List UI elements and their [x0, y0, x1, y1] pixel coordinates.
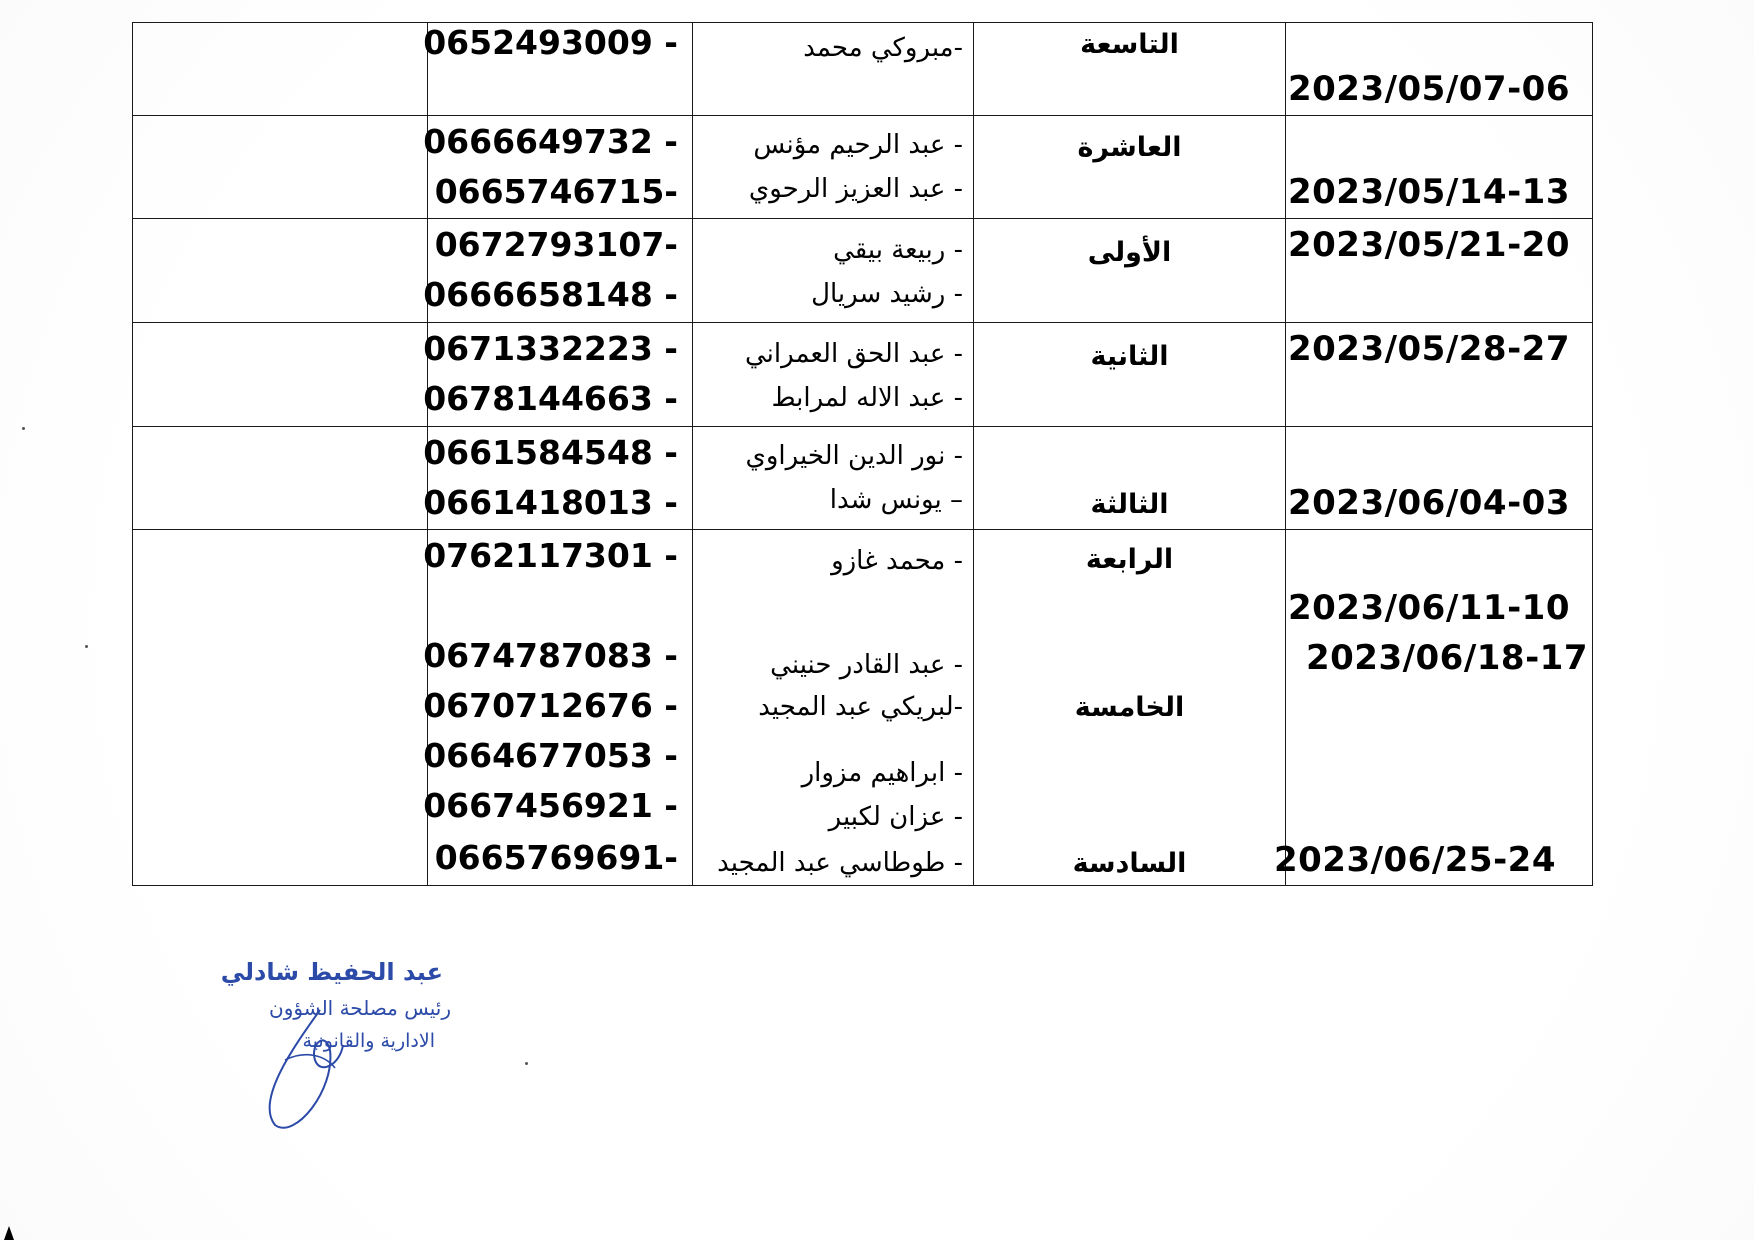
phone-number: 0672793107-: [434, 225, 678, 264]
week-label: الخامسة: [1074, 692, 1185, 723]
date-cell: [1286, 23, 1593, 116]
week-cell: [974, 530, 1286, 886]
phones-cell: [423, 23, 693, 116]
person-name: -مبروكي محمد: [803, 33, 963, 63]
person-name: - عبد الرحيم مؤنس: [753, 130, 963, 160]
date-cell: [1286, 116, 1593, 219]
week-cell: [974, 427, 1286, 530]
person-name: - ابراهيم مزوار: [801, 758, 963, 788]
date-cell: [1286, 427, 1593, 530]
person-name: - عبد القادر حنيني: [770, 650, 963, 680]
phone-number: 0678144663 -: [423, 379, 678, 418]
date-cell: [1286, 323, 1593, 427]
week-cell: [974, 23, 1286, 116]
phones-cell: [423, 116, 693, 219]
week-cell: [974, 116, 1286, 219]
signatory-title: رئيس مصلحة الشؤون: [269, 996, 451, 1020]
person-name: - عبد الحق العمراني: [745, 339, 963, 369]
phone-number: 0762117301 -: [423, 536, 678, 575]
table-row: [133, 23, 1593, 116]
signature-stamp: [220, 950, 455, 1135]
week-cell: [974, 219, 1286, 323]
signatory-title: الادارية والقانونية: [302, 1030, 435, 1052]
table-row: [133, 323, 1593, 427]
person-name: - عبد العزيز الرحوي: [748, 174, 963, 204]
date-cell: [1273, 530, 1593, 886]
phone-number: 0664677053 -: [423, 736, 678, 775]
date-range: 2023/05/07-06: [1287, 69, 1570, 109]
signatory-name: عبد الحفيظ شادلي: [220, 958, 443, 986]
person-name: - طوطاسي عبد المجيد: [717, 848, 963, 878]
person-name: -لبريكي عبد المجيد: [758, 692, 963, 722]
duty-schedule-table: [132, 22, 1593, 886]
table-row: [133, 427, 1593, 530]
empty-cell: [133, 427, 428, 530]
person-name: - عبد الاله لمرابط: [771, 383, 963, 413]
phone-number: 0670712676 -: [423, 686, 678, 725]
date-range: 2023/05/28-27: [1287, 329, 1570, 369]
date-range: 2023/06/11-10: [1287, 588, 1570, 628]
week-label: الرابعة: [1085, 544, 1174, 575]
phones-cell: [423, 219, 693, 323]
scan-speck: [525, 1062, 528, 1065]
week-label: الأولى: [1087, 237, 1172, 268]
phones-cell: [423, 530, 693, 886]
table-row: [133, 219, 1593, 323]
phone-number: 0671332223 -: [423, 329, 678, 368]
empty-cell: [133, 530, 428, 886]
phones-cell: [423, 427, 693, 530]
person-name: - ربيعة بيقي: [833, 235, 963, 265]
date-cell: [1286, 219, 1593, 323]
empty-cell: [133, 323, 428, 427]
person-name: – يونس شدا: [829, 485, 963, 515]
week-cell: [974, 323, 1286, 427]
person-name: - رشيد سريال: [811, 279, 963, 309]
phone-number: 0661418013 -: [423, 483, 678, 522]
phone-number: 0666658148 -: [423, 275, 678, 314]
phone-number: 0674787083 -: [423, 636, 678, 675]
date-range: 2023/06/04-03: [1287, 483, 1570, 523]
phone-number: 0665746715-: [434, 172, 678, 211]
date-range: 2023/05/14-13: [1287, 172, 1570, 212]
week-label: الثانية: [1090, 341, 1169, 372]
phone-number: 0665769691-: [434, 838, 678, 877]
person-name: - محمد غازو: [831, 546, 963, 576]
week-label: التاسعة: [1080, 29, 1179, 60]
empty-cell: [133, 116, 428, 219]
date-range: 2023/06/18-17: [1305, 638, 1588, 678]
names-cell: [693, 323, 974, 427]
empty-cell: [133, 219, 428, 323]
week-label: السادسة: [1072, 848, 1187, 879]
person-name: - نور الدين الخيراوي: [745, 441, 963, 471]
table-row: [133, 116, 1593, 219]
week-label: العاشرة: [1077, 132, 1182, 163]
phone-number: 0667456921 -: [423, 786, 678, 825]
date-range: 2023/06/25-24: [1273, 840, 1556, 880]
names-cell: [693, 427, 974, 530]
names-cell: [693, 219, 974, 323]
empty-cell: [133, 23, 428, 116]
phone-number: 0652493009 -: [423, 23, 678, 62]
table-row: [133, 530, 1593, 886]
scan-speck: [22, 427, 25, 430]
phone-number: 0661584548 -: [423, 433, 678, 472]
week-label: الثالثة: [1090, 489, 1169, 520]
names-cell: [693, 116, 974, 219]
phone-number: 0666649732 -: [423, 122, 678, 161]
names-cell: [693, 530, 974, 886]
scan-speck: [85, 645, 88, 648]
phones-cell: [423, 323, 693, 427]
date-range: 2023/05/21-20: [1287, 225, 1570, 265]
person-name: - عزان لكبير: [828, 802, 963, 832]
names-cell: [693, 23, 974, 116]
